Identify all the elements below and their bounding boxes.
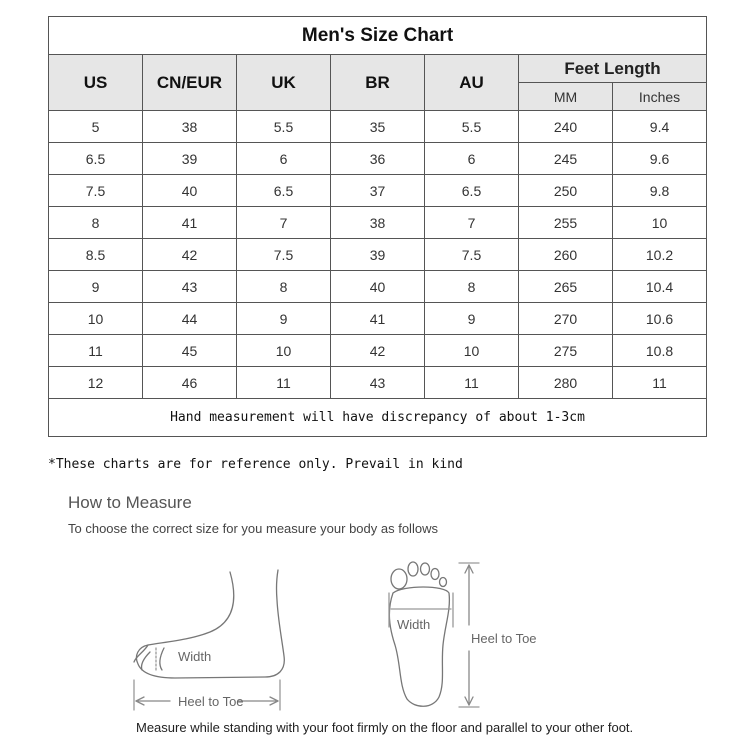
size-chart-table [48, 16, 707, 437]
cell-au: 6.5 [425, 175, 519, 207]
cell-au: 7 [425, 207, 519, 239]
cell-inches: 9.6 [613, 143, 707, 175]
cell-au: 5.5 [425, 111, 519, 143]
header-mm: MM [519, 83, 613, 111]
table-body [49, 111, 707, 399]
disclaimer-text: *These charts are for reference only. Prevail in kind [48, 457, 463, 472]
cell-cn-eur: 41 [143, 207, 237, 239]
cell-mm: 265 [519, 271, 613, 303]
cell-inches: 10.8 [613, 335, 707, 367]
cell-uk: 10 [237, 335, 331, 367]
table-title: Men's Size Chart [49, 17, 707, 55]
table-row [49, 335, 707, 367]
table-row [49, 367, 707, 399]
cell-mm: 245 [519, 143, 613, 175]
table-note: Hand measurement will have discrepancy of about 1-3cm [49, 399, 707, 437]
cell-inches: 9.4 [613, 111, 707, 143]
sole-outline [389, 587, 449, 706]
cell-us: 8 [49, 207, 143, 239]
sole-foot-illustration [375, 555, 545, 715]
cell-br: 41 [331, 303, 425, 335]
header-br: BR [331, 55, 425, 111]
cell-uk: 6 [237, 143, 331, 175]
cell-cn-eur: 39 [143, 143, 237, 175]
cell-us: 9 [49, 271, 143, 303]
sole-length-label: Heel to Toe [471, 631, 537, 646]
cell-uk: 8 [237, 271, 331, 303]
table-row [49, 303, 707, 335]
cell-au: 9 [425, 303, 519, 335]
cell-us: 6.5 [49, 143, 143, 175]
cell-mm: 240 [519, 111, 613, 143]
toe-5 [440, 578, 447, 587]
cell-inches: 9.8 [613, 175, 707, 207]
cell-br: 43 [331, 367, 425, 399]
cell-inches: 10.6 [613, 303, 707, 335]
cell-au: 11 [425, 367, 519, 399]
cell-cn-eur: 43 [143, 271, 237, 303]
cell-cn-eur: 38 [143, 111, 237, 143]
big-toe [391, 569, 407, 589]
how-to-measure-title: How to Measure [68, 493, 192, 512]
header-uk: UK [237, 55, 331, 111]
cell-mm: 250 [519, 175, 613, 207]
cell-cn-eur: 42 [143, 239, 237, 271]
cell-cn-eur: 45 [143, 335, 237, 367]
header-us: US [49, 55, 143, 111]
cell-br: 39 [331, 239, 425, 271]
table-row [49, 239, 707, 271]
cell-uk: 9 [237, 303, 331, 335]
cell-us: 7.5 [49, 175, 143, 207]
cell-br: 42 [331, 335, 425, 367]
cell-br: 35 [331, 111, 425, 143]
cell-au: 8 [425, 271, 519, 303]
side-length-label: Heel to Toe [178, 694, 244, 709]
cell-cn-eur: 40 [143, 175, 237, 207]
cell-us: 10 [49, 303, 143, 335]
cell-mm: 280 [519, 367, 613, 399]
cell-us: 5 [49, 111, 143, 143]
cell-mm: 255 [519, 207, 613, 239]
cell-uk: 5.5 [237, 111, 331, 143]
cell-cn-eur: 44 [143, 303, 237, 335]
cell-inches: 11 [613, 367, 707, 399]
measure-caption: Measure while standing with your foot firmly on the floor and parallel to your other foot. [136, 720, 634, 735]
cell-inches: 10.2 [613, 239, 707, 271]
header-cn-eur: CN/EUR [143, 55, 237, 111]
cell-mm: 270 [519, 303, 613, 335]
toe-4 [431, 569, 439, 580]
side-width-label: Width [178, 649, 212, 664]
cell-us: 8.5 [49, 239, 143, 271]
table-row [49, 207, 707, 239]
side-foot-illustration [120, 560, 320, 715]
cell-inches: 10.4 [613, 271, 707, 303]
cell-uk: 7.5 [237, 239, 331, 271]
cell-au: 6 [425, 143, 519, 175]
cell-uk: 11 [237, 367, 331, 399]
cell-br: 38 [331, 207, 425, 239]
cell-uk: 7 [237, 207, 331, 239]
header-au: AU [425, 55, 519, 111]
table-row [49, 111, 707, 143]
cell-br: 36 [331, 143, 425, 175]
header-feet-length: Feet Length [519, 55, 707, 83]
sole-width-label: Width [397, 617, 431, 632]
table-row [49, 271, 707, 303]
side-foot-toe-3 [160, 648, 164, 670]
side-foot-toe-2 [141, 652, 150, 670]
cell-mm: 260 [519, 239, 613, 271]
how-to-measure-subtitle: To choose the correct size for you measure your body as follows [68, 521, 438, 536]
cell-inches: 10 [613, 207, 707, 239]
table-row [49, 175, 707, 207]
cell-br: 37 [331, 175, 425, 207]
header-inches: Inches [613, 83, 707, 111]
cell-uk: 6.5 [237, 175, 331, 207]
cell-br: 40 [331, 271, 425, 303]
cell-au: 10 [425, 335, 519, 367]
table-row [49, 143, 707, 175]
cell-cn-eur: 46 [143, 367, 237, 399]
toe-3 [421, 563, 430, 575]
cell-mm: 275 [519, 335, 613, 367]
cell-au: 7.5 [425, 239, 519, 271]
cell-us: 11 [49, 335, 143, 367]
cell-us: 12 [49, 367, 143, 399]
toe-2 [408, 562, 418, 576]
